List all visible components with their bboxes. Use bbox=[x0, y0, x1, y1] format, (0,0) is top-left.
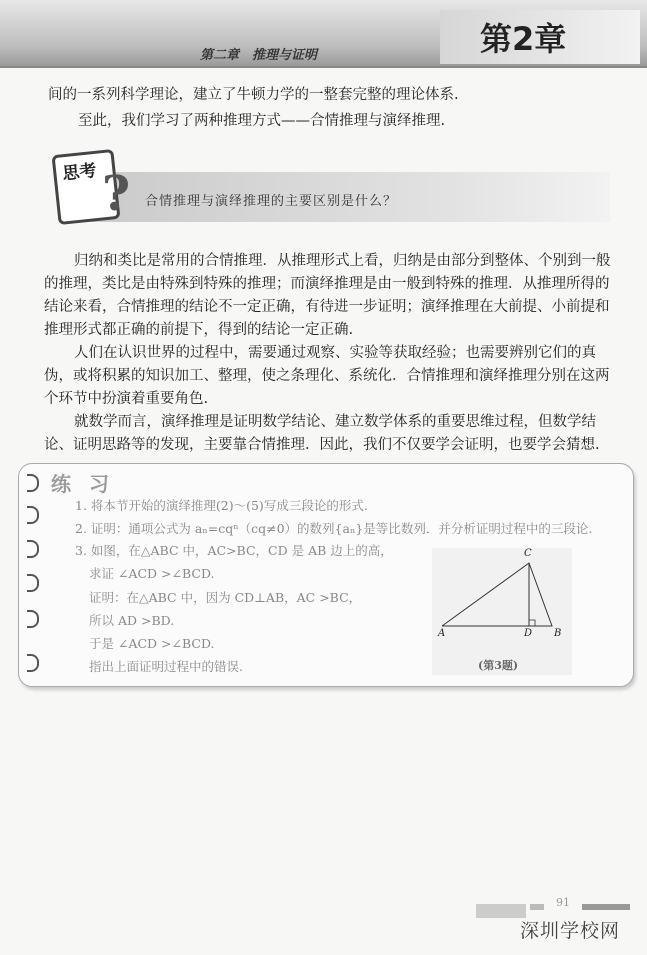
figure-caption: (第3题) bbox=[478, 659, 519, 672]
footer-decoration bbox=[582, 904, 630, 910]
triangle-figure bbox=[432, 548, 572, 675]
paragraph-3: 就数学而言，演绎推理是证明数学结论、建立数学体系的重要思维过程，但数学结论、证明思路等的发现，主要靠合情推理．因此，我们不仅要学会证明，也要学会猜想. bbox=[44, 414, 600, 453]
chapter-badge: 第2章 bbox=[440, 10, 640, 64]
binder-ring bbox=[27, 506, 39, 524]
binder-ring bbox=[27, 540, 39, 558]
question-mark-icon: ? bbox=[102, 166, 131, 222]
paragraph-2: 人们在认识世界的过程中，需要通过观察、实验等获取经验；也需要辨别它们的真伪，或将积累的知识加工、整理，使之条理化、系统化．合情推理和演绎推理分别在这两个环节中扮演着重要角色. bbox=[44, 345, 610, 407]
paragraph-1: 归纳和类比是常用的合情推理．从推理形式上看，归纳是由部分到整体、个别到一般的推理，类比是由特殊到特殊的推理；而演绎推理是由一般到特殊的推理．从推理所得的结论来看，合情推理的结论不一定正确，有待进一步证明；演绎推理在大前提、小前提和推理形式都正确的前提下，得到的结论一定正确. bbox=[44, 253, 611, 338]
label-a: A bbox=[438, 628, 446, 639]
think-icon: 思考 bbox=[52, 149, 121, 225]
exercise-line: 于是 ∠ACD >∠BCD. bbox=[89, 636, 215, 651]
intro-line-2: 至此，我们学习了两种推理方式——合情推理与演绎推理. bbox=[78, 113, 446, 129]
binder-ring bbox=[27, 610, 39, 628]
binder-ring bbox=[27, 654, 39, 672]
label-c: C bbox=[524, 548, 532, 559]
exercise-line: 2. 证明：通项公式为 aₙ=cqⁿ（cq≠0）的数列{aₙ}是等比数列．并分析证明过程中的三段论. bbox=[75, 521, 593, 536]
chapter-header bbox=[0, 0, 647, 68]
think-box bbox=[50, 150, 610, 230]
exercise-line: 1. 将本节开始的演绎推理(2)～(5)写成三段论的形式. bbox=[75, 498, 368, 513]
binder-ring bbox=[27, 574, 39, 592]
exercise-line: 3. 如图，在△ABC 中，AC>BC，CD 是 AB 边上的高， bbox=[75, 543, 393, 558]
page-number: 91 bbox=[556, 896, 570, 909]
footer-decoration bbox=[476, 904, 526, 918]
watermark: 深圳学校网 bbox=[520, 920, 621, 942]
exercise-line: 所以 AD >BD. bbox=[89, 613, 175, 628]
exercise-line: 指出上面证明过程中的错误. bbox=[89, 659, 243, 674]
think-question: 合情推理与演绎推理的主要区别是什么？ bbox=[145, 194, 398, 209]
section-title: 第二章 推理与证明 bbox=[200, 48, 318, 63]
label-d: D bbox=[524, 628, 533, 639]
body-text bbox=[44, 250, 618, 457]
intro-line-1: 间的一系列科学理论，建立了牛顿力学的一整套完整的理论体系. bbox=[48, 87, 459, 103]
footer-decoration bbox=[530, 904, 544, 910]
exercise-line: 证明：在△ABC 中，因为 CD⊥AB，AC >BC， bbox=[89, 590, 362, 605]
exercise-title: 练习 bbox=[51, 472, 127, 496]
label-b: B bbox=[554, 628, 562, 639]
exercise-line: 求证 ∠ACD >∠BCD. bbox=[89, 566, 215, 581]
binder-ring bbox=[27, 474, 39, 492]
triangle-diagram bbox=[432, 548, 572, 675]
